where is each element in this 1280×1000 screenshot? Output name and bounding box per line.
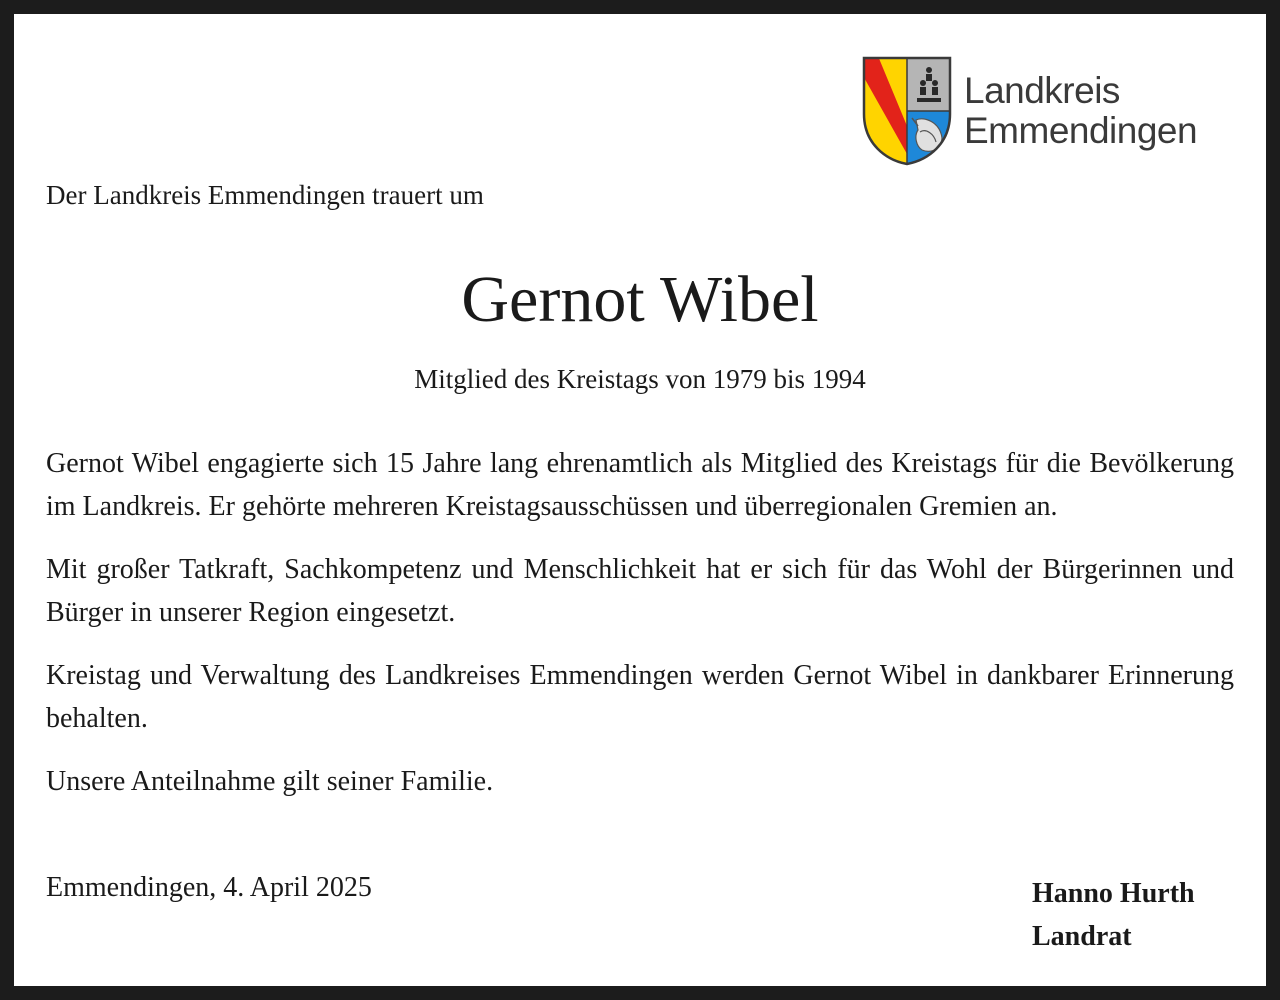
district-logo xyxy=(862,56,1197,166)
signer-title: Landrat xyxy=(1032,921,1132,952)
body-paragraph: Mit großer Tatkraft, Sachkompetenz und Menschlichkeit hat er sich für das Wohl der Bürgerinnen und Bürger in unserer Region eingesetzt. xyxy=(46,554,1234,628)
logo-line-1: Landkreis xyxy=(964,70,1120,111)
body-paragraph: Gernot Wibel engagierte sich 15 Jahre lang ehrenamtlich als Mitglied des Kreistags für die Bevölkerung im Landkreis. Er gehörte mehreren Kreistagsausschüssen und überregionalen Gremien an. xyxy=(46,448,1234,522)
logo-line-2: Emmendingen xyxy=(964,110,1198,151)
body-paragraph: Kreistag und Verwaltung des Landkreises Emmendingen werden Gernot Wibel in dankbarer Erinnerung behalten. xyxy=(46,660,1234,734)
signature-block xyxy=(1032,872,1195,958)
deceased-role: Mitglied des Kreistags von 1979 bis 1994 xyxy=(414,364,866,394)
logo-wordmark xyxy=(964,71,1197,151)
signer-name: Hanno Hurth xyxy=(1032,878,1195,909)
place-date: Emmendingen, 4. April 2025 xyxy=(46,872,372,903)
body-paragraph: Unsere Anteilnahme gilt seiner Familie. xyxy=(46,766,494,797)
notice-body xyxy=(46,442,1234,823)
intro-text: Der Landkreis Emmendingen trauert um xyxy=(46,180,484,210)
deceased-name: Gernot Wibel xyxy=(461,263,819,336)
coat-of-arms-icon xyxy=(862,56,952,166)
